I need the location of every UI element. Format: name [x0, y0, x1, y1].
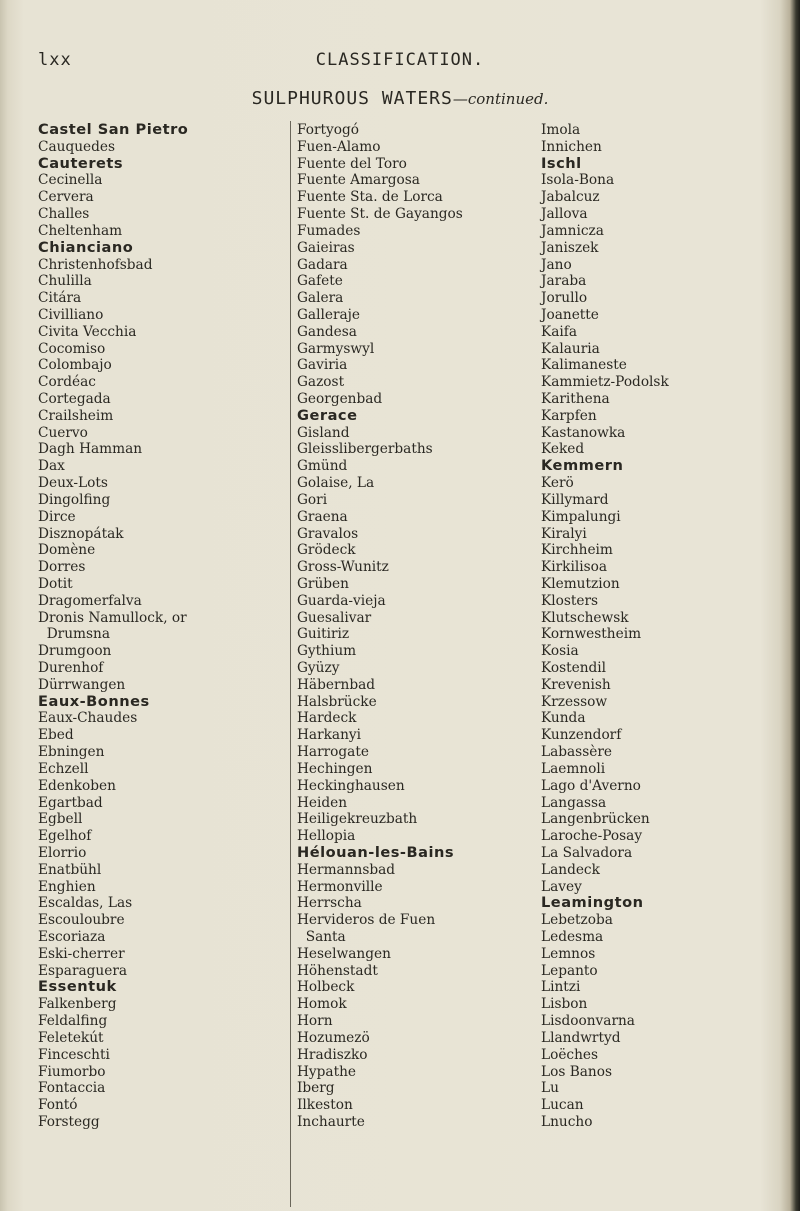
list-item: Horn: [297, 1013, 333, 1030]
column-1: [38, 122, 288, 1131]
list-item: Fuente Amargosa: [297, 172, 420, 189]
list-item: Kalimaneste: [541, 357, 627, 374]
list-item: Leamington: [541, 894, 644, 912]
list-item: Cauquedes: [38, 138, 116, 155]
list-item: Georgenbad: [297, 391, 383, 407]
list-item: Ledesma: [541, 929, 604, 945]
list-item: Civita Vecchia: [38, 323, 137, 340]
list-item: Dax: [38, 458, 65, 475]
list-item: Cordéac: [38, 374, 96, 391]
list-item: Durenhof: [38, 660, 104, 676]
list-item: Drumsna: [38, 626, 111, 643]
page-number: lxx: [38, 50, 72, 70]
list-item: Gravalos: [297, 525, 359, 542]
list-item: Los Banos: [541, 1063, 613, 1080]
list-item: Isola-Bona: [541, 172, 615, 189]
list-item: Janiszek: [541, 239, 599, 256]
list-item: Langassa: [541, 794, 607, 811]
list-item: Lu: [541, 1080, 559, 1097]
list-item: Hozumezö: [297, 1029, 370, 1046]
list-item: Falkenberg: [38, 996, 117, 1013]
list-item: Hellopia: [297, 828, 356, 845]
list-item: Lavey: [541, 878, 582, 895]
list-item: Hypathe: [297, 1063, 357, 1080]
list-item: Graena: [297, 508, 348, 525]
list-item: Enatbühl: [38, 861, 102, 878]
list-item: Fuente St. de Gayangos: [297, 206, 463, 223]
list-item: Gerace: [297, 406, 358, 424]
list-item: Essentuk: [38, 978, 117, 996]
list-item: Iberg: [297, 1080, 335, 1097]
list-item: Gross-Wunitz: [297, 559, 389, 576]
list-item: Enghien: [38, 878, 96, 895]
list-item: Domène: [38, 542, 96, 559]
list-item: Gleisslibergerbaths: [297, 441, 433, 458]
list-item: Cauterets: [38, 154, 124, 172]
list-item: Finceschti: [38, 1046, 110, 1063]
list-item: Heiligekreuzbath: [297, 811, 418, 828]
list-item: Esparaguera: [38, 962, 128, 979]
list-item: Imola: [541, 122, 581, 138]
list-item: Hradiszko: [297, 1046, 368, 1063]
list-item: Gisland: [297, 424, 350, 441]
list-item: Holbeck: [297, 979, 355, 996]
list-item: Keked: [541, 441, 585, 458]
list-item: Colombajo: [38, 357, 112, 374]
list-item: Golaise, La: [297, 475, 375, 492]
list-item: Kaifa: [541, 323, 577, 340]
list-item: Lintzi: [541, 979, 581, 996]
list-item: Feldalfing: [38, 1013, 108, 1030]
list-item: Fiumorbo: [38, 1063, 106, 1080]
section-title-text: SULPHUROUS WATERS: [251, 88, 453, 109]
list-item: Dronis Namullock, or: [38, 609, 187, 626]
list-item: Lago d'Averno: [541, 777, 641, 794]
column-3: [541, 122, 781, 1131]
list-item: Lucan: [541, 1097, 584, 1114]
list-item: Grüben: [297, 575, 349, 592]
list-item: Fontó: [38, 1097, 78, 1114]
list-item: Dürrwangen: [38, 676, 126, 693]
list-item: Kammietz-Podolsk: [541, 374, 669, 391]
list-item: Challes: [38, 206, 90, 223]
list-item: Kunda: [541, 710, 586, 727]
list-item: Karithena: [541, 391, 610, 407]
column-2: [297, 122, 517, 1131]
list-item: Dorres: [38, 559, 86, 576]
list-item: Cecinella: [38, 172, 103, 189]
list-item: Santa: [297, 929, 346, 945]
list-item: Fortyogó: [297, 122, 360, 138]
list-item: Jaraba: [541, 273, 587, 290]
list-item: Cuervo: [38, 424, 88, 441]
list-item: Egbell: [38, 811, 83, 828]
list-item: Hermannsbad: [297, 861, 396, 878]
list-item: Jano: [541, 256, 572, 273]
list-item: Killymard: [541, 491, 609, 508]
list-item: Gandesa: [297, 323, 357, 340]
list-item: Kostendil: [541, 660, 607, 676]
list-item: Disznopátak: [38, 525, 124, 542]
list-item: Dirce: [38, 508, 76, 525]
list-item: Kastanowka: [541, 424, 626, 441]
list-item: Krzessow: [541, 693, 608, 710]
list-item: Karpfen: [541, 407, 597, 424]
list-item: Deux-Lots: [38, 475, 108, 492]
list-item: Drumgoon: [38, 643, 112, 660]
list-item: Kemmern: [541, 457, 624, 475]
list-item: Gaieiras: [297, 239, 355, 256]
list-item: Hardeck: [297, 710, 357, 727]
list-item: Feletekút: [38, 1029, 104, 1046]
list-item: Fuen-Alamo: [297, 138, 381, 155]
list-item: Castel San Pietro: [38, 121, 189, 138]
list-item: Laroche-Posay: [541, 828, 643, 845]
list-item: Fuente Sta. de Lorca: [297, 189, 443, 206]
list-item: Gythium: [297, 643, 357, 660]
list-item: Gyüzy: [297, 660, 340, 676]
list-item: La Salvadora: [541, 844, 633, 861]
list-item: Fumades: [297, 222, 361, 239]
list-item: Egelhof: [38, 828, 92, 845]
list-item: Halsbrücke: [297, 693, 377, 710]
list-item: Häbernbad: [297, 676, 376, 693]
list-item: Ebed: [38, 727, 74, 744]
list-item: Kirchheim: [541, 542, 613, 559]
list-item: Elorrio: [38, 844, 87, 861]
list-item: Forstegg: [38, 1113, 100, 1130]
list-item: Kosia: [541, 643, 579, 660]
list-item: Herrscha: [297, 895, 362, 912]
list-item: Gadara: [297, 256, 348, 273]
list-item: Lisdoonvarna: [541, 1013, 635, 1030]
list-item: Lemnos: [541, 945, 596, 962]
list-item: Klemutzion: [541, 575, 620, 592]
list-item: Fontaccia: [38, 1080, 106, 1097]
list-item: Höhenstadt: [297, 962, 378, 979]
list-item: Dragomerfalva: [38, 592, 142, 609]
list-item: Gazost: [297, 374, 345, 391]
list-item: Echzell: [38, 760, 89, 777]
list-item: Ebningen: [38, 744, 105, 761]
list-item: Crailsheim: [38, 407, 114, 424]
list-item: Kalauria: [541, 340, 600, 357]
list-item: Cocomiso: [38, 340, 106, 357]
list-item: Llandwrtyd: [541, 1029, 621, 1046]
list-item: Klosters: [541, 592, 599, 609]
continued-label: —continued.: [452, 90, 549, 108]
list-item: Homok: [297, 996, 347, 1013]
list-item: Heselwangen: [297, 945, 391, 962]
list-item: Kimpalungi: [541, 508, 621, 525]
list-item: Landeck: [541, 861, 600, 878]
list-item: Eski-cherrer: [38, 945, 125, 962]
list-item: Lebetzoba: [541, 912, 613, 929]
column-divider: [290, 121, 291, 1207]
list-item: Hervideros de Fuen: [297, 912, 436, 929]
list-item: Jorullo: [541, 290, 588, 307]
list-item: Inchaurte: [297, 1113, 365, 1130]
list-item: Fuente del Toro: [297, 155, 407, 172]
running-title: CLASSIFICATION.: [315, 50, 485, 70]
list-item: Escoriaza: [38, 929, 106, 945]
list-item: Joanette: [541, 306, 599, 323]
list-item: Laemnoli: [541, 760, 606, 777]
list-item: Gmünd: [297, 458, 348, 475]
list-item: Kerö: [541, 475, 574, 492]
list-item: Dagh Hamman: [38, 441, 143, 458]
list-item: Chulilla: [38, 273, 92, 290]
list-item: Dotit: [38, 575, 73, 592]
list-item: Harrogate: [297, 744, 369, 761]
list-item: Eaux-Chaudes: [38, 710, 138, 727]
list-item: Jamnicza: [541, 222, 604, 239]
list-item: Eaux-Bonnes: [38, 692, 150, 710]
list-item: Galera: [297, 290, 344, 307]
list-item: Kunzendorf: [541, 727, 622, 744]
list-item: Cortegada: [38, 391, 111, 407]
list-item: Dingolfing: [38, 491, 111, 508]
list-item: Guesalivar: [297, 609, 372, 626]
list-item: Grödeck: [297, 542, 356, 559]
list-item: Galleraje: [297, 306, 360, 323]
list-item: Gafete: [297, 273, 343, 290]
list-item: Lisbon: [541, 996, 588, 1013]
list-item: Kiralyi: [541, 525, 587, 542]
list-item: Labassère: [541, 744, 612, 761]
list-item: Chianciano: [38, 238, 134, 256]
list-item: Lnucho: [541, 1113, 593, 1130]
list-item: Lepanto: [541, 962, 598, 979]
list-item: Kornwestheim: [541, 626, 642, 643]
list-item: Klutschewsk: [541, 609, 629, 626]
list-item: Jallova: [541, 206, 588, 223]
list-item: Krevenish: [541, 676, 611, 693]
list-item: Ischl: [541, 154, 582, 172]
list-item: Escaldas, Las: [38, 895, 133, 912]
list-item: Kirkilisoa: [541, 559, 607, 576]
list-item: Garmyswyl: [297, 340, 375, 357]
list-item: Hermonville: [297, 878, 383, 895]
list-item: Hélouan-les-Bains: [297, 843, 455, 861]
list-item: Cervera: [38, 189, 94, 206]
list-item: Jabalcuz: [541, 189, 600, 206]
list-item: Heiden: [297, 794, 348, 811]
list-item: Cheltenham: [38, 222, 123, 239]
list-item: Hechingen: [297, 760, 373, 777]
list-item: Ilkeston: [297, 1097, 353, 1114]
page-header: [0, 50, 800, 80]
list-item: Guarda-vieja: [297, 592, 386, 609]
list-item: Civilliano: [38, 306, 104, 323]
list-item: Gori: [297, 491, 328, 508]
list-item: Gaviria: [297, 357, 348, 374]
list-item: Citára: [38, 290, 82, 307]
list-item: Escouloubre: [38, 912, 125, 929]
list-item: Heckinghausen: [297, 777, 405, 794]
section-title: [0, 88, 800, 109]
list-item: Edenkoben: [38, 777, 116, 794]
list-item: Langenbrücken: [541, 811, 650, 828]
list-item: Guitiriz: [297, 626, 350, 643]
list-item: Innichen: [541, 138, 602, 155]
list-item: Egartbad: [38, 794, 103, 811]
list-item: Loëches: [541, 1046, 599, 1063]
list-item: Christenhofsbad: [38, 256, 153, 273]
list-item: Harkanyi: [297, 727, 362, 744]
